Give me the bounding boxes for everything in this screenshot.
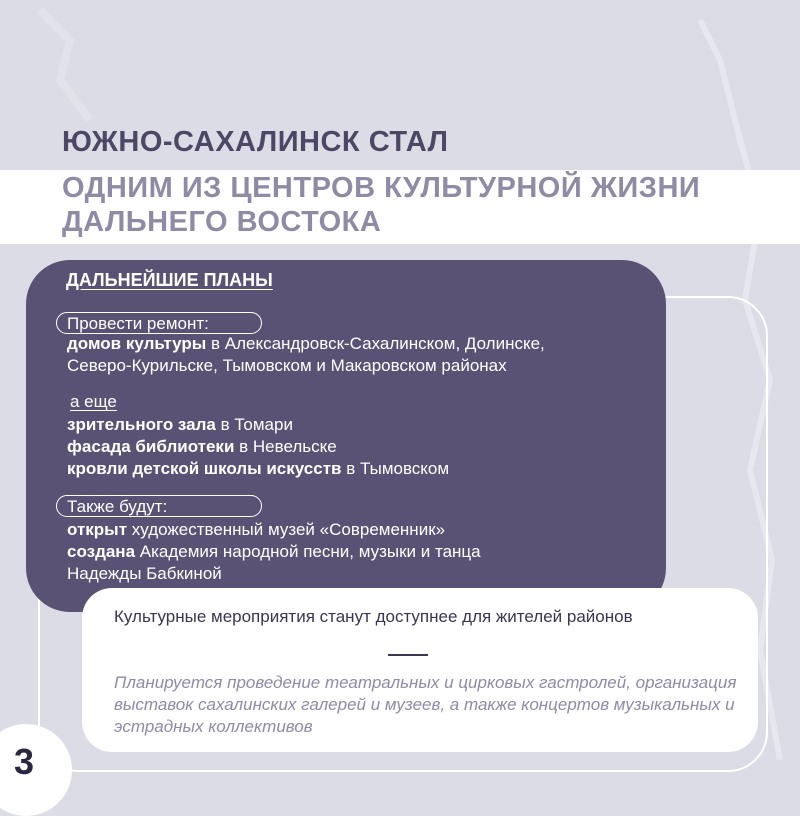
repair-label-pill: Провести ремонт: xyxy=(56,312,262,334)
plan-item-1 xyxy=(67,415,293,435)
future-1-bold: открыт xyxy=(67,520,128,539)
future-line-2 xyxy=(67,542,481,562)
info-card xyxy=(82,588,758,752)
plan-item-3-rest: в Тымовском xyxy=(341,459,450,478)
plan-item-1-bold: зрительного зала xyxy=(67,415,216,434)
plan-item-2-rest: в Невельске xyxy=(234,437,337,456)
repair-line-2: Северо-Курильске, Тымовском и Макаровском районах xyxy=(67,356,507,375)
plans-heading: ДАЛЬНЕЙШИЕ ПЛАНЫ xyxy=(66,270,273,290)
info-italic-text: Планируется проведение театральных и цирковых гастролей, организация выставок сахалинских галерей и музеев, а также концертов музыкальных и эстрадных коллективов xyxy=(114,673,737,736)
title-line-1: ЮЖНО-САХАЛИНСК СТАЛ xyxy=(62,126,449,158)
title-band xyxy=(0,170,800,244)
plan-item-3 xyxy=(67,459,449,479)
future-1-rest: художественный музей «Современник» xyxy=(127,520,446,539)
future-line-1 xyxy=(67,520,445,540)
repair-bold: домов культуры xyxy=(67,334,207,353)
future-line-3: Надежды Бабкиной xyxy=(67,564,222,583)
title-line-2: ОДНИМ ИЗ ЦЕНТРОВ КУЛЬТУРНОЙ ЖИЗНИ xyxy=(62,172,701,204)
info-main-text: Культурные мероприятия станут доступнее для жителей районов xyxy=(114,607,633,626)
plan-item-1-rest: в Томари xyxy=(215,415,293,434)
plan-item-3-bold: кровли детской школы искусств xyxy=(67,459,342,478)
repair-line-1 xyxy=(67,334,545,354)
plan-item-2 xyxy=(67,437,337,457)
future-label-pill: Также будут: xyxy=(56,495,262,517)
title-line-3: ДАЛЬНЕГО ВОСТОКА xyxy=(62,206,382,238)
info-divider xyxy=(388,654,428,656)
future-2-rest: Академия народной песни, музыки и танца xyxy=(135,542,481,561)
plan-item-2-bold: фасада библиотеки xyxy=(67,437,235,456)
repair-rest-1: в Александровск-Сахалинском, Долинске, xyxy=(206,334,545,353)
future-2-bold: создана xyxy=(67,542,136,561)
also-label: а еще xyxy=(70,392,117,411)
page-number: 3 xyxy=(14,741,35,782)
